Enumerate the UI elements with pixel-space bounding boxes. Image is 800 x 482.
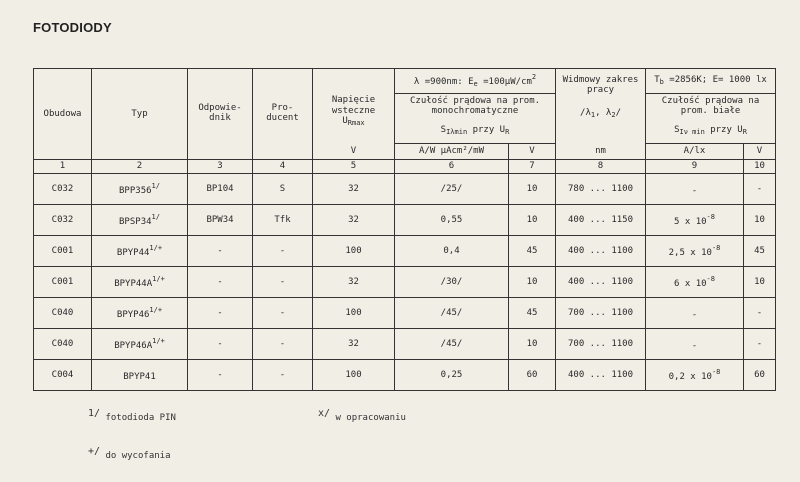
cell-ur-mono: 10 [509,205,556,236]
col-number: 8 [556,160,646,174]
cell-typ [92,236,188,267]
lambda2: , λ [595,107,612,118]
unit-ur-mono: V [509,144,556,160]
cell-ur-mono: 10 [509,267,556,298]
cell-czulosc-mono: /25/ [395,174,509,205]
cell-range: 700 ... 1100 [556,298,646,329]
cell-czulosc-biale-value: 5 x 10 [674,216,707,227]
cell-czulosc-biale [646,174,744,205]
header-group-white [646,69,776,94]
photodiode-table [33,68,776,391]
cell-napiecie: 32 [313,205,395,236]
lambda-end: / [615,107,621,118]
table-row [34,360,776,391]
col-number: 10 [744,160,776,174]
header-czulosc-biale [646,94,776,144]
lambda1: /λ [580,107,591,118]
cell-czulosc-biale-value: 6 x 10 [674,278,707,289]
cell-typ-footnote: 1/+ [152,336,165,345]
cell-obudowa: C001 [34,267,92,298]
cell-czulosc-biale [646,205,744,236]
footnote-withdrawn-mark: +/ [88,446,101,457]
table-row [34,267,776,298]
header-napiecie [313,69,395,144]
cell-ur-biale: 10 [744,267,776,298]
cell-typ-footnote: 1/+ [149,243,163,252]
cell-ur-biale: - [744,298,776,329]
s-biale-rest: przy U [704,124,743,135]
cell-napiecie: 32 [313,174,395,205]
col-number: 6 [395,160,509,174]
footnote-withdrawn-text: do wycofania [105,451,171,461]
cell-ur-mono: 60 [509,360,556,391]
cell-typ [92,267,188,298]
cell-typ-footnote: 1/ [151,181,160,190]
s-biale: S [674,124,680,135]
header-group-monochromatic [395,69,556,94]
cell-typ-footnote: 1/+ [149,305,163,314]
cell-odpowiednik: BPW34 [188,205,253,236]
cell-typ-name: BPYP44A [114,278,153,289]
cell-czulosc-biale-exponent: -8 [711,243,721,252]
cell-ur-biale: - [744,174,776,205]
unit-sensitivity-mono: A/W μAcm²/mW [395,144,509,160]
cell-czulosc-mono: /45/ [395,329,509,360]
cell-ur-biale: 60 [744,360,776,391]
cell-typ [92,329,188,360]
cell-odpowiednik: - [188,329,253,360]
group1-rest: =100μW/cm [477,77,532,88]
s-mono-sub2: R [505,127,510,136]
s-mono: S [440,124,447,135]
cell-czulosc-mono: 0,25 [395,360,509,391]
footnote-withdrawn [88,446,171,461]
cell-czulosc-mono: /30/ [395,267,509,298]
cell-czulosc-biale-exponent: -8 [711,367,721,376]
cell-czulosc-biale-value: 2,5 x 10 [668,247,712,258]
footnote-development-text: w opracowaniu [335,413,406,423]
group1-sub: e [473,80,478,89]
cell-napiecie: 32 [313,267,395,298]
table-row [34,298,776,329]
lambda2-sub: 2 [611,110,616,119]
cell-czulosc-biale-value: - [691,309,698,320]
cell-producent: - [253,236,313,267]
footnote-pin-text: fotodioda PIN [105,413,176,423]
header-napiecie-symbol [315,116,392,127]
col-number: 9 [646,160,744,174]
cell-typ-name: BPSP34 [119,216,152,227]
group2-text: T [654,75,660,86]
header-odpowiednik: Odpowie- dnik [188,69,253,160]
cell-range: 400 ... 1100 [556,236,646,267]
cell-napiecie: 100 [313,298,395,329]
cell-napiecie: 32 [313,329,395,360]
cell-typ [92,205,188,236]
cell-czulosc-biale-value: - [691,185,698,196]
cell-obudowa: C040 [34,298,92,329]
page-title: FOTODIODY [33,20,112,35]
cell-ur-biale: 45 [744,236,776,267]
cell-typ-name: BPYP44 [116,247,150,258]
col-number: 4 [253,160,313,174]
cell-czulosc-biale-value: - [691,340,698,351]
cell-odpowiednik: - [188,267,253,298]
czulosc-mono-label: Czułość prądowa na prom. monochromatyczne [409,96,541,117]
cell-producent: - [253,267,313,298]
cell-typ [92,298,188,329]
column-number-row [34,160,776,174]
cell-typ-footnote: 1/ [151,212,160,221]
cell-producent: S [253,174,313,205]
unit-sensitivity-white: A/lx [646,144,744,160]
czulosc-biale-symbol [648,125,773,136]
s-mono-rest: przy U [467,124,506,135]
header-napiecie-label: Napięcie wsteczne [331,95,376,116]
s-mono-sub: Iλmin [446,127,468,136]
cell-czulosc-biale-value: 0,2 x 10 [668,371,712,382]
unit-napiecie: V [313,144,395,160]
symbol-u-sub: Rmax [347,119,365,128]
cell-ur-mono: 45 [509,298,556,329]
czulosc-biale-label: Czułość prądowa na prom. białe [661,96,760,117]
header-obudowa: Obudowa [34,69,92,160]
cell-ur-mono: 10 [509,174,556,205]
cell-producent: - [253,298,313,329]
cell-odpowiednik: - [188,236,253,267]
footnote-pin-mark: 1/ [88,408,101,419]
header-widmowy [556,69,646,144]
cell-typ-name: BPYP46 [116,309,150,320]
cell-range: 400 ... 1100 [556,360,646,391]
cell-typ-name: BPP356 [119,185,152,196]
cell-czulosc-mono: 0,55 [395,205,509,236]
cell-czulosc-biale-exponent: -8 [706,212,715,221]
lambda1-sub: 1 [590,110,596,119]
col-number: 3 [188,160,253,174]
unit-range: nm [556,144,646,160]
cell-czulosc-biale-exponent: -8 [706,274,715,283]
cell-typ [92,360,188,391]
cell-czulosc-biale [646,329,744,360]
header-widmowy-symbol [558,108,643,119]
header-czulosc-mono [395,94,556,144]
unit-ur-white: V [744,144,776,160]
cell-obudowa: C004 [34,360,92,391]
cell-range: 780 ... 1100 [556,174,646,205]
table-row [34,236,776,267]
table-row [34,174,776,205]
cell-odpowiednik: - [188,360,253,391]
cell-obudowa: C040 [34,329,92,360]
cell-napiecie: 100 [313,360,395,391]
czulosc-mono-symbol [397,125,553,136]
group1-sup: 2 [531,73,537,82]
s-biale-sub: Iν min [679,127,705,136]
cell-typ-name: BPYP46A [114,340,153,351]
cell-ur-mono: 45 [509,236,556,267]
header-widmowy-label: Widmowy zakres pracy [562,75,639,96]
cell-czulosc-biale [646,360,744,391]
cell-obudowa: C032 [34,205,92,236]
cell-ur-biale: 10 [744,205,776,236]
col-number: 2 [92,160,188,174]
group2-sub: b [659,78,664,87]
footnote-development-mark: x/ [318,408,331,419]
table-row [34,205,776,236]
cell-typ-footnote: 1/+ [152,274,165,283]
cell-odpowiednik: BP104 [188,174,253,205]
cell-czulosc-mono: 0,4 [395,236,509,267]
col-number: 5 [313,160,395,174]
symbol-u: U [342,116,348,127]
cell-producent: Tfk [253,205,313,236]
col-number: 1 [34,160,92,174]
cell-ur-biale: - [744,329,776,360]
col-number: 7 [509,160,556,174]
cell-range: 400 ... 1100 [556,267,646,298]
header-typ: Typ [92,69,188,160]
cell-czulosc-biale [646,298,744,329]
group1-text: λ =900nm: E [413,77,474,88]
cell-producent: - [253,360,313,391]
cell-odpowiednik: - [188,298,253,329]
cell-czulosc-biale [646,236,744,267]
cell-typ-name: BPYP41 [123,371,156,382]
s-biale-sub2: R [742,127,747,136]
cell-range: 400 ... 1150 [556,205,646,236]
cell-czulosc-mono: /45/ [395,298,509,329]
cell-range: 700 ... 1100 [556,329,646,360]
header-producent: Pro- ducent [253,69,313,160]
cell-producent: - [253,329,313,360]
group2-rest: =2856K; E= 1000 lx [663,75,767,86]
cell-ur-mono: 10 [509,329,556,360]
cell-napiecie: 100 [313,236,395,267]
cell-obudowa: C001 [34,236,92,267]
table-row [34,329,776,360]
footnote-pin [88,408,176,423]
cell-obudowa: C032 [34,174,92,205]
cell-czulosc-biale [646,267,744,298]
footnote-development [318,408,406,423]
cell-typ [92,174,188,205]
